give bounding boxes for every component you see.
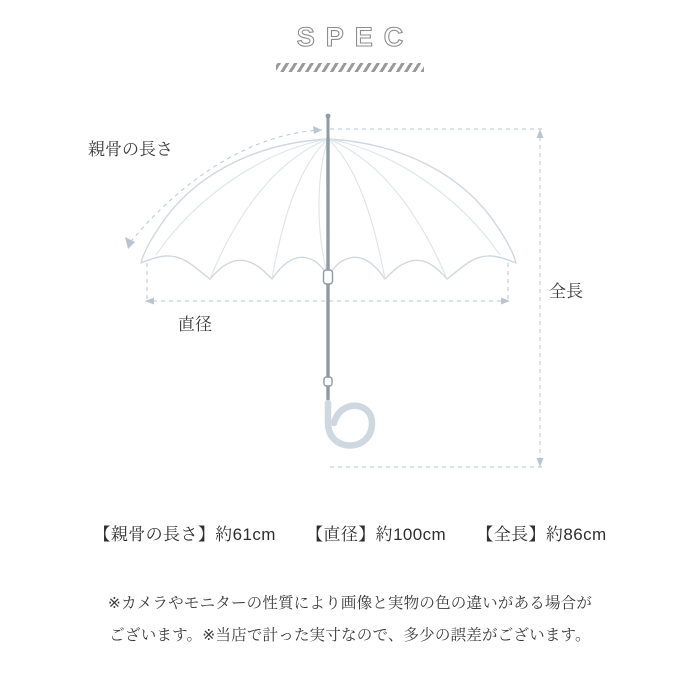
label-total-length: 全長 <box>549 282 583 301</box>
disclaimer-notes <box>0 588 700 652</box>
label-diameter: 直径 <box>178 315 212 334</box>
note-line-2: ございます。※当店で計った実寸なので、多少の誤差がございます。 <box>109 627 591 644</box>
umbrella-illustration <box>0 105 700 495</box>
diagonal-stripe-divider-icon <box>276 63 424 72</box>
spec-header <box>0 22 700 72</box>
label-rib-length: 親骨の長さ <box>88 140 173 159</box>
note-line-1: ※カメラやモニターの性質により画像と実物の色の違いがある場合が <box>107 595 593 612</box>
measure-rib: 【親骨の長さ】約61cm <box>93 525 276 544</box>
measure-diameter: 【直径】約100cm <box>306 525 447 544</box>
page-title: SPEC <box>296 22 415 52</box>
measurements-row <box>0 520 700 545</box>
measure-total: 【全長】約86cm <box>476 525 607 544</box>
umbrella-spec-diagram <box>0 105 700 495</box>
